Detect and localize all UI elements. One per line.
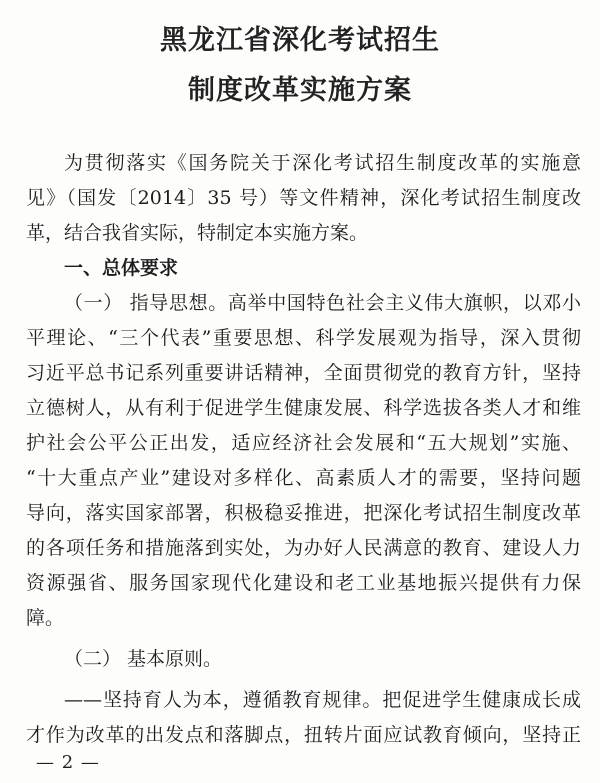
paragraph-line: 障。 (26, 607, 65, 629)
subsection-heading: （二） 基本原则。 (64, 648, 223, 670)
paragraph-line: “十大重点产业”建设对多样化、高素质人才的需要，坚持问题 (26, 467, 581, 489)
intro-line: 为贯彻落实《国务院关于深化考试招生制度改革的实施意 (64, 152, 581, 174)
paragraph-line: 平理论、“三个代表”重要思想、科学发展观为指导，深入贯彻 (26, 327, 581, 349)
paragraph-line: 习近平总书记系列重要讲话精神，全面贯彻党的教育方针，坚持 (26, 362, 581, 384)
paragraph-line: 资源强省、服务国家现代化建设和老工业基地振兴提供有力保 (26, 572, 581, 594)
paragraph-line: 立德树人，从有利于促进学生健康发展、科学选拔各类人才和维 (26, 397, 581, 419)
section-heading: 一、总体要求 (64, 257, 179, 279)
page-number: — 2 — (36, 752, 100, 773)
document-title-line1: 黑龙江省深化考试招生 (160, 25, 440, 56)
paragraph-line: ——坚持育人为本，遵循教育规律。把促进学生健康成长成 (64, 689, 581, 711)
paragraph-line: 导向，落实国家部署，积极稳妥推进，把深化考试招生制度改革 (26, 502, 581, 524)
document-body (26, 146, 581, 753)
paragraph-line: 的各项任务和措施落到实处，为办好人民满意的教育、建设人力 (26, 537, 581, 559)
document-title-line2: 制度改革实施方案 (188, 75, 412, 106)
intro-line: 革，结合我省实际，特制定本实施方案。 (26, 222, 369, 244)
paragraph-line: （一） 指导思想。高举中国特色社会主义伟大旗帜，以邓小 (64, 292, 581, 314)
paragraph-line: 才作为改革的出发点和落脚点，扭转片面应试教育倾向，坚持正 (26, 724, 581, 746)
paragraph-line: 护社会公平公正出发，适应经济社会发展和“五大规划”实施、 (26, 432, 581, 454)
intro-line: 见》（国发〔2014〕35 号）等文件精神，深化考试招生制度改 (26, 187, 581, 209)
